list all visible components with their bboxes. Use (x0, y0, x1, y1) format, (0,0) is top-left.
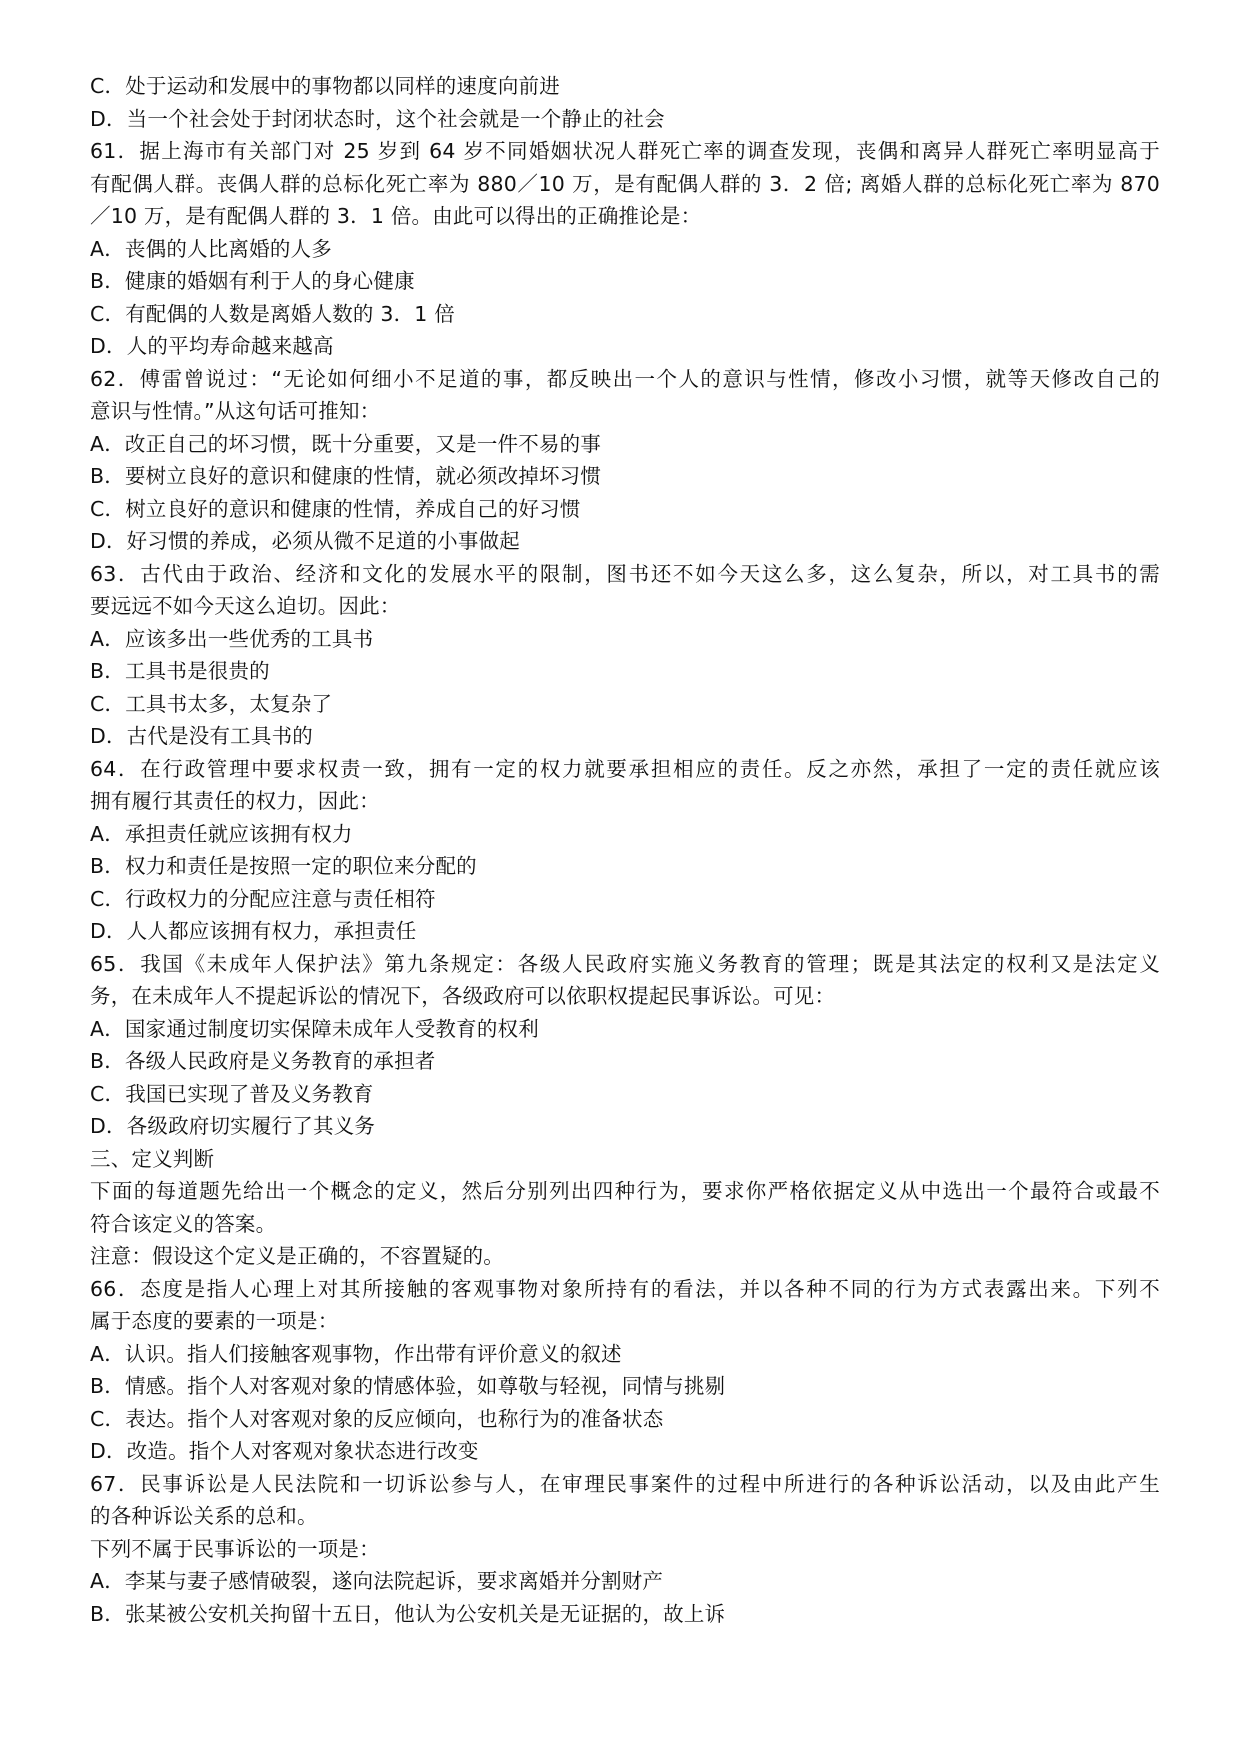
text-line: 有配偶人群。丧偶人群的总标化死亡率为 880／10 万，是有配偶人群的 3．2 倍; 离婚人群的总标化死亡率为 870 (90, 171, 1160, 196)
text-line: 61．据上海市有关部门对 25 岁到 64 岁不同婚姻状况人群死亡率的调查发现，丧偶和离异人群死亡率明显高于 (90, 139, 1160, 163)
text-line: 的各种诉讼关系的总和。 (90, 1504, 318, 1528)
text-line: A．丧偶的人比离婚的人多 (90, 236, 332, 261)
text-line: ／10 万，是有配偶人群的 3．1 倍。由此可以得出的正确推论是： (90, 204, 702, 228)
text-line: 66．态度是指人心理上对其所接触的客观事物对象所持有的看法，并以各种不同的行为方式表露出来。下列不 (90, 1276, 1160, 1301)
text-line: A．应该多出一些优秀的工具书 (90, 626, 374, 651)
text-line: 下列不属于民事诉讼的一项是： (90, 1536, 380, 1561)
text-line: 属于态度的要素的一项是： (90, 1309, 339, 1333)
text-line: 拥有履行其责任的权力，因此： (90, 789, 380, 813)
text-line: B．工具书是很贵的 (90, 659, 270, 683)
text-line: 注意：假设这个定义是正确的，不容置疑的。 (90, 1244, 504, 1268)
text-line: A．改正自己的坏习惯，既十分重要，又是一件不易的事 (90, 431, 602, 456)
document-page (90, 70, 1160, 1630)
text-line: 65．我国《未成年人保护法》第九条规定：各级人民政府实施义务教育的管理；既是其法定的权利又是法定义 (90, 951, 1160, 976)
text-line: A．国家通过制度切实保障未成年人受教育的权利 (90, 1016, 539, 1041)
text-line: C．有配偶的人数是离婚人数的 3．1 倍 (90, 301, 455, 326)
text-line: C．树立良好的意识和健康的性情，养成自己的好习惯 (90, 496, 581, 521)
text-line: 意识与性情。”从这句话可推知： (90, 399, 381, 423)
text-line: C．我国已实现了普及义务教育 (90, 1081, 374, 1106)
text-line: B．情感。指个人对客观对象的情感体验，如尊敬与轻视，同情与挑剔 (90, 1374, 726, 1398)
text-line: D．改造。指个人对客观对象状态进行改变 (90, 1439, 479, 1463)
text-line: D．当一个社会处于封闭状态时，这个社会就是一个静止的社会 (90, 106, 665, 131)
text-line: D．各级政府切实履行了其义务 (90, 1114, 376, 1138)
text-line: 67．民事诉讼是人民法院和一切诉讼参与人，在审理民事案件的过程中所进行的各种诉讼活动，以及由此产生 (90, 1471, 1160, 1496)
text-line: B．张某被公安机关拘留十五日，他认为公安机关是无证据的，故上诉 (90, 1601, 726, 1626)
text-line: 要远远不如今天这么迫切。因此： (90, 594, 401, 618)
section-heading: 三、定义判断 (90, 1146, 215, 1171)
text-line: A．李某与妻子感情破裂，遂向法院起诉，要求离婚并分割财产 (90, 1569, 664, 1593)
text-line: D．人人都应该拥有权力，承担责任 (90, 919, 417, 943)
text-line: B．健康的婚姻有利于人的身心健康 (90, 269, 415, 293)
text-line: A．承担责任就应该拥有权力 (90, 821, 353, 846)
text-line: B．各级人民政府是义务教育的承担者 (90, 1049, 436, 1073)
text-line: C．工具书太多，太复杂了 (90, 691, 333, 716)
text-line: 62．傅雷曾说过：“无论如何细小不足道的事，都反映出一个人的意识与性情，修改小习惯，就等天修改自己的 (90, 366, 1160, 391)
text-line: 下面的每道题先给出一个概念的定义，然后分别列出四种行为，要求你严格依据定义从中选出一个最符合或最不 (90, 1179, 1160, 1203)
text-line: D．古代是没有工具书的 (90, 724, 313, 748)
text-line: D．好习惯的养成，必须从微不足道的小事做起 (90, 529, 520, 553)
text-line: B．权力和责任是按照一定的职位来分配的 (90, 854, 477, 878)
text-line: A．认识。指人们接触客观事物，作出带有评价意义的叙述 (90, 1341, 622, 1366)
text-line: D．人的平均寿命越来越高 (90, 334, 334, 358)
text-line: 符合该定义的答案。 (90, 1211, 277, 1236)
text-line: C．表达。指个人对客观对象的反应倾向，也称行为的准备状态 (90, 1406, 664, 1431)
text-line: B．要树立良好的意识和健康的性情，就必须改掉坏习惯 (90, 464, 602, 488)
text-line: C．行政权力的分配应注意与责任相符 (90, 886, 436, 911)
text-line: 64．在行政管理中要求权责一致，拥有一定的权力就要承担相应的责任。反之亦然，承担了一定的责任就应该 (90, 756, 1160, 781)
text-line: 63．古代由于政治、经济和文化的发展水平的限制，图书还不如今天这么多，这么复杂，所以，对工具书的需 (90, 561, 1160, 586)
text-line: 务，在未成年人不提起诉讼的情况下，各级政府可以依职权提起民事诉讼。可见： (90, 984, 836, 1008)
text-line: C．处于运动和发展中的事物都以同样的速度向前进 (90, 74, 560, 98)
